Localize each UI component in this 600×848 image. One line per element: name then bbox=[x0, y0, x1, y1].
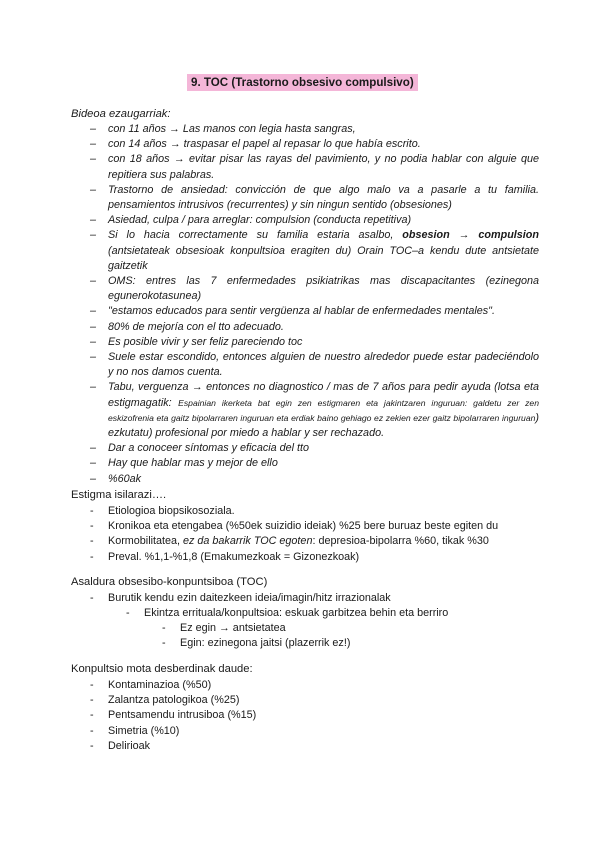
list-item: – OMS: entres las 7 enfermedades psikiatrikas mas discapacitantes (ezinegona egunerokotasunea) bbox=[90, 275, 539, 303]
list-item: – con 14 años → traspasar el papel al repasar lo que había escrito. bbox=[90, 138, 421, 151]
estigma-heading: Estigma isilarazi…. bbox=[71, 489, 167, 501]
list-item-tabu: – Tabu, verguenza → entonces no diagnostico / mas de 7 años para pedir ayuda (lotsa eta estigmagatik: Espainian ikerketa bat egin zen estigmaren eta jakintzaren inguruan: galdetu zer zen eskizofrenia eta gaitz bipolarraren inguruan eta erdiak baino gehiago ez zekien ezer gaitz bipolarraren inguruan) ezkutatu) profesional por miedo a hablar y ser rechazado. bbox=[90, 381, 539, 440]
list-item: – Suele estar escondido, entonces alguien de nuestro alrededor puede estar padeciéndolo y no nos damos cuenta. bbox=[90, 351, 539, 379]
asaldura-item-3b: Egin: ezinegona jaitsi (plazerrik ez!) bbox=[180, 637, 351, 649]
asaldura-heading: Asaldura obsesibo-konpuntsiboa (TOC) bbox=[71, 576, 268, 588]
konpultsio-heading: Konpultsio mota desberdinak daude: bbox=[71, 663, 253, 675]
list-item: – Dar a conoceer síntomas y eficacia del tto bbox=[90, 442, 310, 455]
estigma-list bbox=[71, 504, 498, 565]
bullet-dash: - bbox=[162, 637, 166, 649]
list-item: – %60ak bbox=[90, 472, 142, 485]
list-item: – "estamos educados para sentir vergüenza al hablar de enfermedades mentales". bbox=[90, 305, 495, 318]
list-item: – con 11 años → Las manos con legia hasta sangras, bbox=[90, 123, 356, 135]
asaldura-item-2: Ekintza errituala/konpultsioa: eskuak garbitzea behin eta berriro bbox=[144, 607, 449, 619]
list-item: – 80% de mejoría con el tto adecuado. bbox=[90, 320, 284, 333]
list-item: – Asiedad, culpa / para arreglar: compulsion (conducta repetitiva) bbox=[90, 214, 412, 227]
list-item: - Etiologioa biopsikosoziala. bbox=[90, 505, 235, 517]
bideoa-list bbox=[71, 122, 539, 487]
bideoa-heading: Bideoa ezaugarriak: bbox=[71, 108, 171, 120]
list-item: - Simetria (%10) bbox=[90, 724, 180, 737]
list-item: – con 18 años → evitar pisar las rayas del pavimiento, y no podia hablar con alguie que repitiera sus palabras. bbox=[90, 153, 539, 181]
list-item: - Delirioak bbox=[90, 739, 151, 752]
list-item: – Es posible vivir y ser feliz pareciendo toc bbox=[90, 335, 303, 348]
bullet-dash: - bbox=[90, 592, 94, 604]
list-item: - Kontaminazioa (%50) bbox=[90, 679, 212, 691]
bullet-dash: - bbox=[126, 607, 130, 619]
list-item: - Preval. %1,1-%1,8 (Emakumezkoak = Gizonezkoak) bbox=[90, 550, 360, 563]
list-item: - Kronikoa eta etengabea (%50ek suizidio ideiak) %25 bere buruaz beste egiten du bbox=[90, 520, 499, 533]
list-item: – Trastorno de ansiedad: convicción de que algo malo va a pasarle a tu familia. pensamientos intrusivos (recurrentes) y sin ningun sentido (obsesiones) bbox=[90, 183, 539, 212]
list-item: - Zalantza patologikoa (%25) bbox=[90, 694, 240, 707]
list-item: - Pentsamendu intrusiboa (%15) bbox=[90, 709, 257, 722]
asaldura-item-1: Burutik kendu ezin daitezkeen ideia/imagin/hitz irrazionalak bbox=[108, 592, 391, 604]
bullet-dash: - bbox=[162, 622, 166, 634]
page-title: 9. TOC (Trastorno obsesivo compulsivo) bbox=[187, 74, 418, 91]
list-item: – Hay que hablar mas y mejor de ello bbox=[90, 457, 278, 470]
list-item-familia: – Si lo hacia correctamente su familia estaria asalbo, obsesion → compulsion (antsietateak obsesioak konpultsioa eragiten du) Orain TOC–a kendu dute antsietate gaitzetik bbox=[90, 229, 539, 272]
list-item-korm: - Kormobilitatea, ez da bakarrik TOC egoten: depresioa-bipolarra %60, tikak %30 bbox=[90, 535, 489, 548]
asaldura-item-3a: Ez egin → antsietatea bbox=[180, 622, 286, 634]
konpultsio-list bbox=[71, 678, 256, 754]
